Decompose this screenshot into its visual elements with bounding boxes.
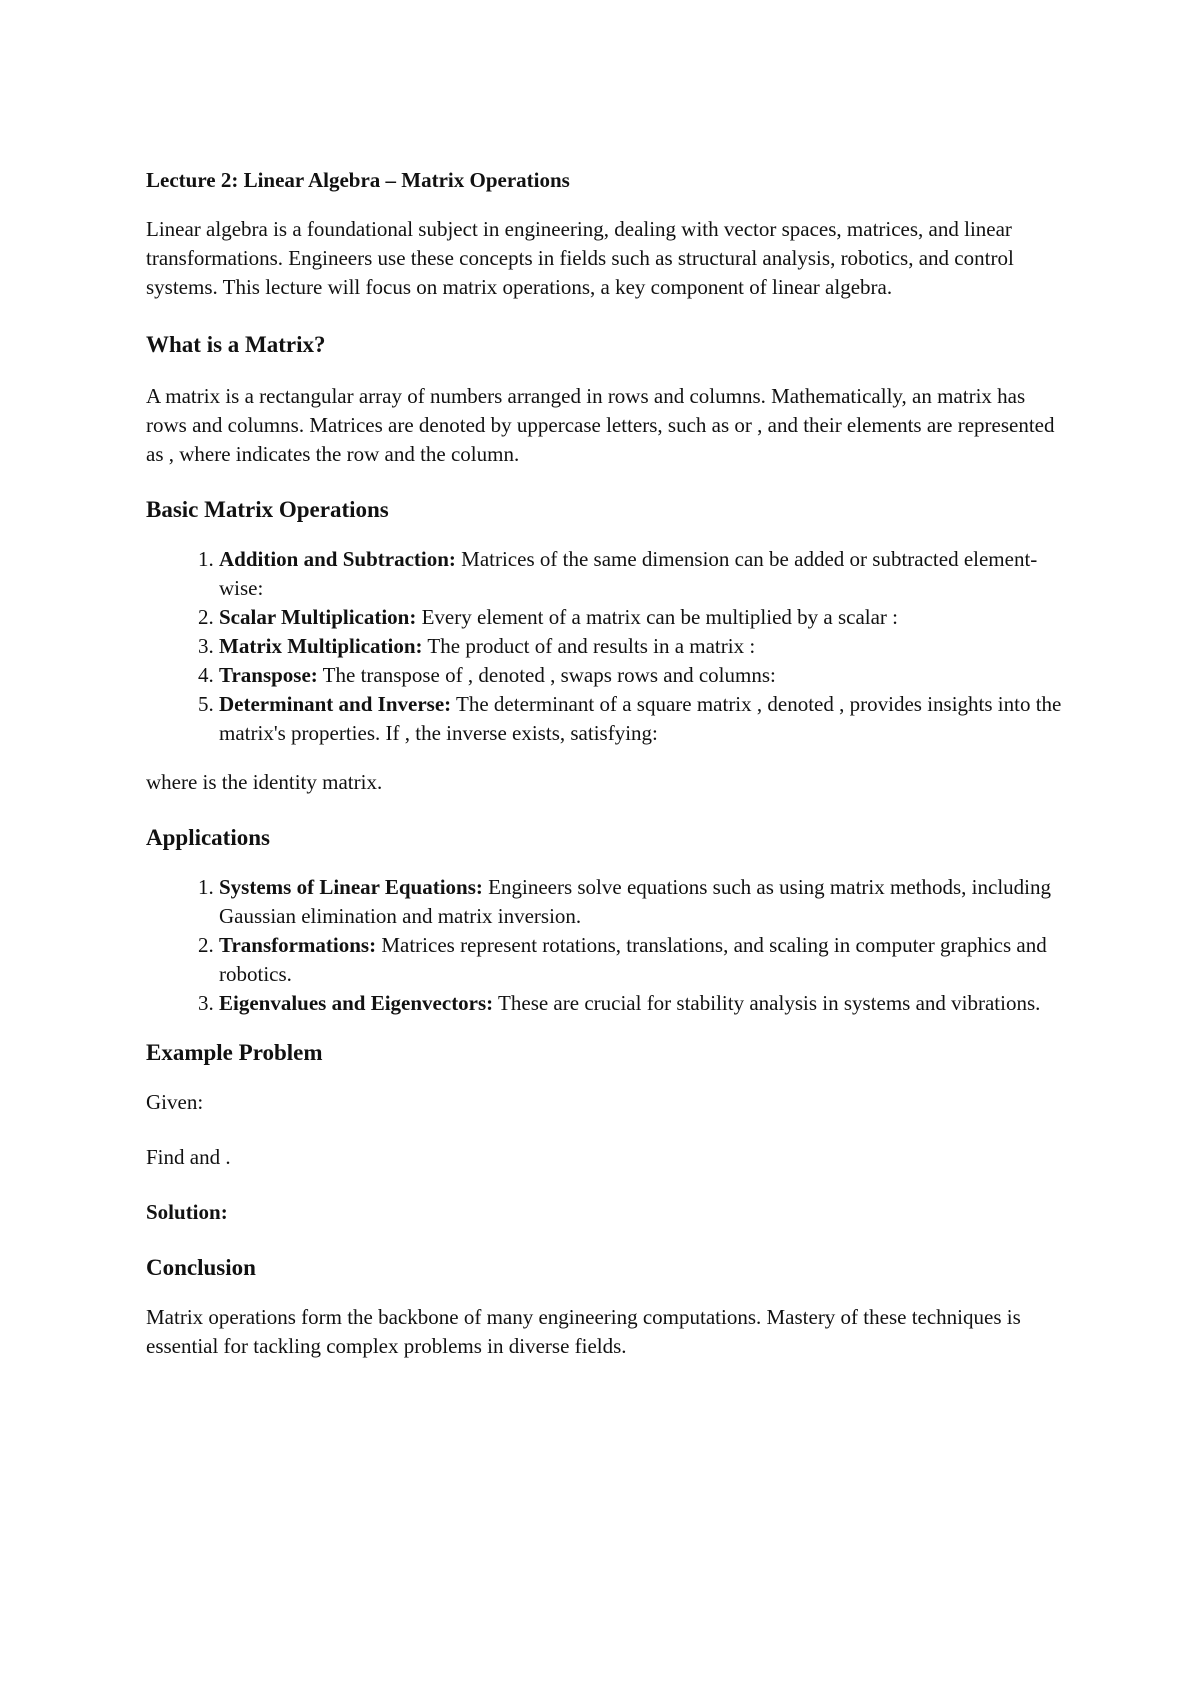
find-paragraph: Find and .	[146, 1145, 231, 1169]
list-item-term: Systems of Linear Equations:	[219, 875, 483, 899]
list-item-term: Eigenvalues and Eigenvectors:	[219, 991, 494, 1015]
list-item-term: Transpose:	[219, 663, 318, 687]
intro-paragraph: Linear algebra is a foundational subject in engineering, dealing with vector spaces, matrices, and linear transformations. Engineers use these concepts in fields such as structural analysis, robotics, and control systems. This lecture will focus on matrix operations, a key component of linear algebra.	[146, 217, 1014, 299]
list-item	[219, 661, 1066, 690]
list-item-text: Matrices of the same dimension can be added or subtracted element-wise:	[219, 547, 1038, 600]
list-item-term: Addition and Subtraction:	[219, 547, 456, 571]
document-page	[146, 166, 1066, 1385]
heading-example-problem: Example Problem	[146, 1040, 323, 1065]
list-item-term: Scalar Multiplication:	[219, 605, 417, 629]
list-item-term: Determinant and Inverse:	[219, 692, 452, 716]
list-item-text: The transpose of , denoted , swaps rows and columns:	[317, 663, 776, 687]
document-title: Lecture 2: Linear Algebra – Matrix Operations	[146, 168, 570, 192]
conclusion-paragraph: Matrix operations form the backbone of many engineering computations. Mastery of these techniques is essential for tackling complex problems in diverse fields.	[146, 1305, 1021, 1358]
list-item	[219, 603, 1066, 632]
list-item	[219, 690, 1066, 748]
solution-label: Solution:	[146, 1200, 228, 1224]
list-item-text: These are crucial for stability analysis in systems and vibrations.	[493, 991, 1041, 1015]
given-paragraph: Given:	[146, 1090, 204, 1114]
basic-operations-list	[146, 545, 1066, 748]
list-item	[219, 931, 1066, 989]
what-is-matrix-paragraph: A matrix is a rectangular array of numbers arranged in rows and columns. Mathematically, an matrix has rows and columns. Matrices are denoted by uppercase letters, such as or , and their elements are represented as , where indicates the row and the column.	[146, 384, 1055, 466]
list-item-text: Every element of a matrix can be multiplied by a scalar :	[416, 605, 899, 629]
list-item-text: Matrices represent rotations, translations, and scaling in computer graphics and robotics.	[219, 933, 1047, 986]
heading-applications: Applications	[146, 825, 270, 850]
list-item	[219, 545, 1066, 603]
applications-list	[146, 873, 1066, 1018]
heading-basic-operations: Basic Matrix Operations	[146, 497, 389, 522]
heading-conclusion: Conclusion	[146, 1255, 256, 1280]
identity-matrix-note: where is the identity matrix.	[146, 770, 383, 794]
list-item	[219, 632, 1066, 661]
list-item	[219, 873, 1066, 931]
list-item	[219, 989, 1066, 1018]
list-item-text: Engineers solve equations such as using matrix methods, including Gaussian elimination and matrix inversion.	[219, 875, 1051, 928]
list-item-text: The product of and results in a matrix :	[422, 634, 756, 658]
heading-what-is-matrix: What is a Matrix?	[146, 332, 326, 357]
list-item-text: The determinant of a square matrix , denoted , provides insights into the matrix's properties. If , the inverse exists, satisfying:	[219, 692, 1062, 745]
list-item-term: Transformations:	[219, 933, 377, 957]
list-item-term: Matrix Multiplication:	[219, 634, 423, 658]
